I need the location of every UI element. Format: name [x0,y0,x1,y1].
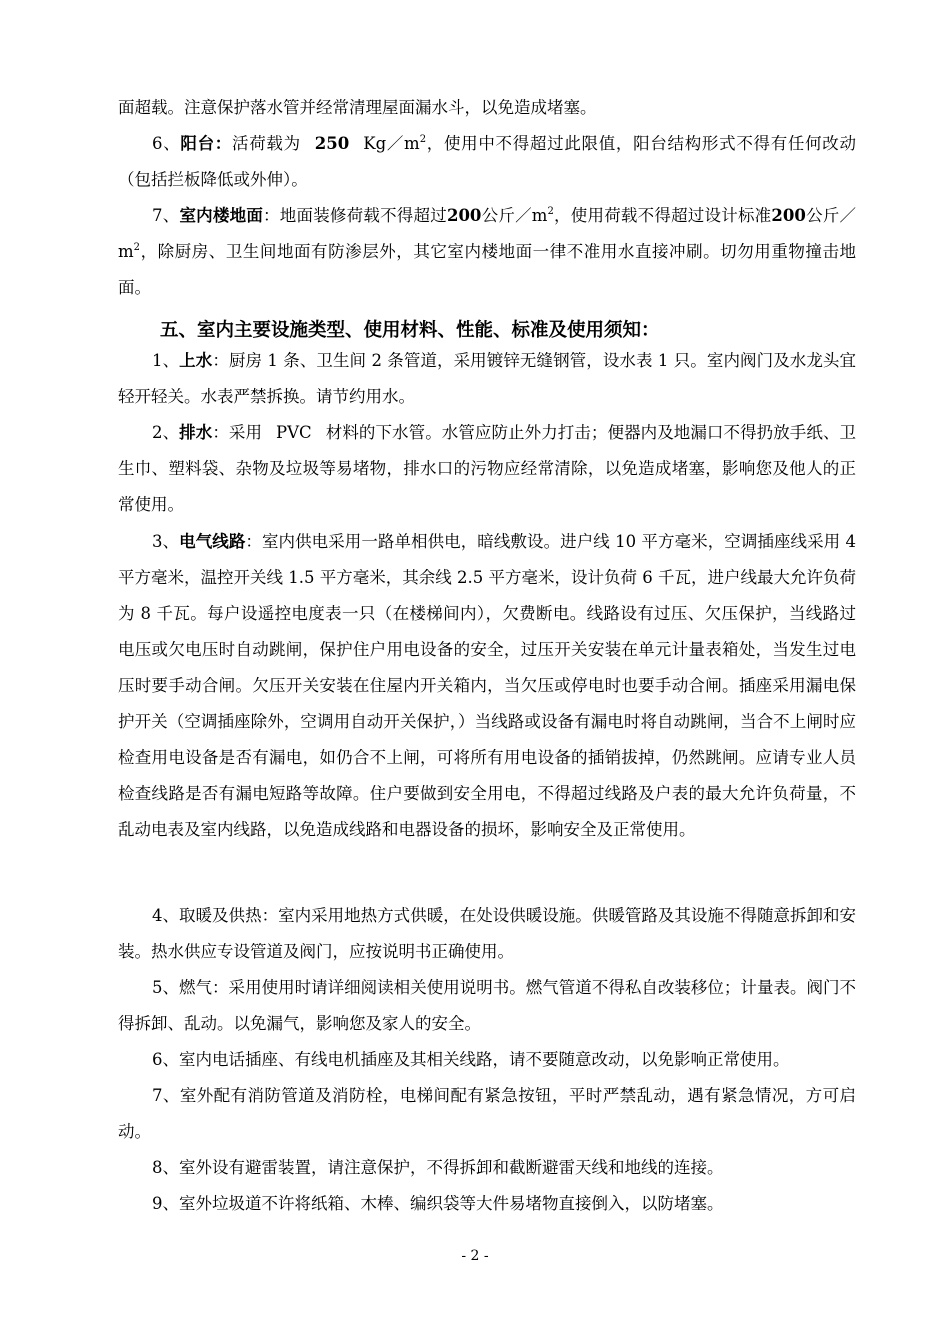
item-label: 上水 [179,351,213,370]
paragraph-garbage [118,1186,856,1222]
section-heading: 五、室内主要设施类型、使用材料、性能、标准及使用须知： [160,320,660,341]
paragraph-electrical [118,524,856,848]
item-label: 阳台： [180,134,232,153]
paragraph-text: 材料的下水管。水管应防止外力打击；便器内及地漏口不得扔放手纸、卫生巾、塑料袋、杂物及垃圾等易堵物，排水口的污物应经常清除，以免造成堵塞，影响您及他人的正常使用。 [118,423,857,514]
item-label: 电气线路 [179,532,246,551]
paragraph-text: 活荷载为 [232,134,301,153]
paragraph-text: 公斤／m [118,206,857,261]
paragraph-text: 4、取暖及供热：室内采用地热方式供暖，在处设供暖设施。供暖管路及其设施不得随意拆卸和安装。热水供应专设管道及阀门，应按说明书正确使用。 [118,906,856,961]
paragraph-water-supply [118,343,856,415]
paragraph-text: ：厨房 1 条、卫生间 2 条管道，采用镀锌无缝钢管，设水表 1 只。室内阀门及水龙头宜轻开轻关。水表严禁拆换。请节约用水。 [118,351,857,406]
paragraph-fire [118,1078,856,1150]
paragraph-text: ，除厨房、卫生间地面有防渗层外，其它室内楼地面一律不准用水直接冲刷。切勿用重物撞击地面。 [118,242,856,297]
material-text: PVC [276,423,312,442]
paragraph-text: 面超载。注意保护落水管并经常清理屋面漏水斗，以免造成堵塞。 [118,98,597,117]
paragraph-text: 9、室外垃圾道不许将纸箱、木棒、编织袋等大件易堵物直接倒入，以防堵塞。 [152,1194,724,1213]
paragraph-roof [118,90,856,126]
load-value: 250 [314,134,350,153]
paragraph-text: ，使用中不得超过此限值，阳台结构形式不得有任何改动（包括拦板降低或外伸）。 [118,134,857,189]
item-number: 2、 [152,423,180,442]
paragraph-text: 8、室外设有避雷装置，请注意保护，不得拆卸和截断避雷天线和地线的连接。 [152,1158,724,1177]
superscript: 2 [133,242,141,253]
item-label: 排水 [179,423,213,442]
unit-text: Kg／m [363,134,420,153]
paragraph-floor [118,198,856,306]
paragraph-text: 6、室内电话插座、有线电机插座及其相关线路，请不要随意改动，以免影响正常使用。 [152,1050,790,1069]
paragraph-heating [118,898,856,970]
paragraph-text: ：室内供电采用一路单相供电，暗线敷设。进户线 10 平方毫米，空调插座线采用 4 平方毫米，温控开关线 1.5 平方毫米，其余线 2.5 平方毫米，设计负荷 6 千瓦，进户线最大允许负荷为 8 千瓦。每户设遥控电度表一只（在楼梯间内），欠费断电。线路设有过压、欠压保护，当线路过电压或欠电压时自动跳闸，保护住户用电设备的安全，过压开关安装在单元计量表箱处，当发生过电压时要手动合闸。欠压开关安装在住屋内开关箱内，当欠压或停电时也要手动合闸。插座采用漏电保护开关（空调插座除外，空调用自动开关保护，）当线路或设备有漏电时将自动跳闸，当合不上闸时应检查用电设备是否有漏电，如仍合不上闸，可将所有用电设备的插销拔掉，仍然跳闸。应请专业人员检查线路是否有漏电短路等故障。住户要做到安全用电，不得超过线路及户表的最大允许负荷量，不乱动电表及室内线路，以免造成线路和电器设备的损坏，影响安全及正常使用。 [118,532,857,839]
superscript: 2 [547,206,554,217]
item-number: 1、 [152,351,180,370]
page-number: - 2 - [461,1248,489,1264]
load-value: 200 [446,206,482,225]
paragraph-text: ，使用荷载不得超过设计标准 [553,206,772,225]
paragraph-drainage [118,415,856,523]
load-value: 200 [771,206,806,225]
item-number: 7、 [152,206,180,225]
superscript: 2 [419,134,427,145]
paragraph-text: ：采用 [212,423,263,442]
paragraph-balcony [118,126,856,198]
paragraph-text: 5、燃气：采用使用时请详细阅读相关使用说明书。燃气管道不得私自改装移位；计量表。阀门不得拆卸、乱动。以免漏气，影响您及家人的安全。 [118,978,856,1033]
paragraph-text: 7、室外配有消防管道及消防栓，电梯间配有紧急按钮，平时严禁乱动，遇有紧急情况，方可启动。 [118,1086,856,1141]
paragraph-lightning [118,1150,856,1186]
paragraph-telephone [118,1042,856,1078]
paragraph-text: 公斤／m [481,206,548,225]
item-number: 3、 [152,532,180,551]
item-number: 6、 [152,134,181,153]
paragraph-text: ：地面装修荷载不得超过 [263,206,447,225]
item-label: 室内楼地面 [179,206,264,225]
paragraph-gas [118,970,856,1042]
